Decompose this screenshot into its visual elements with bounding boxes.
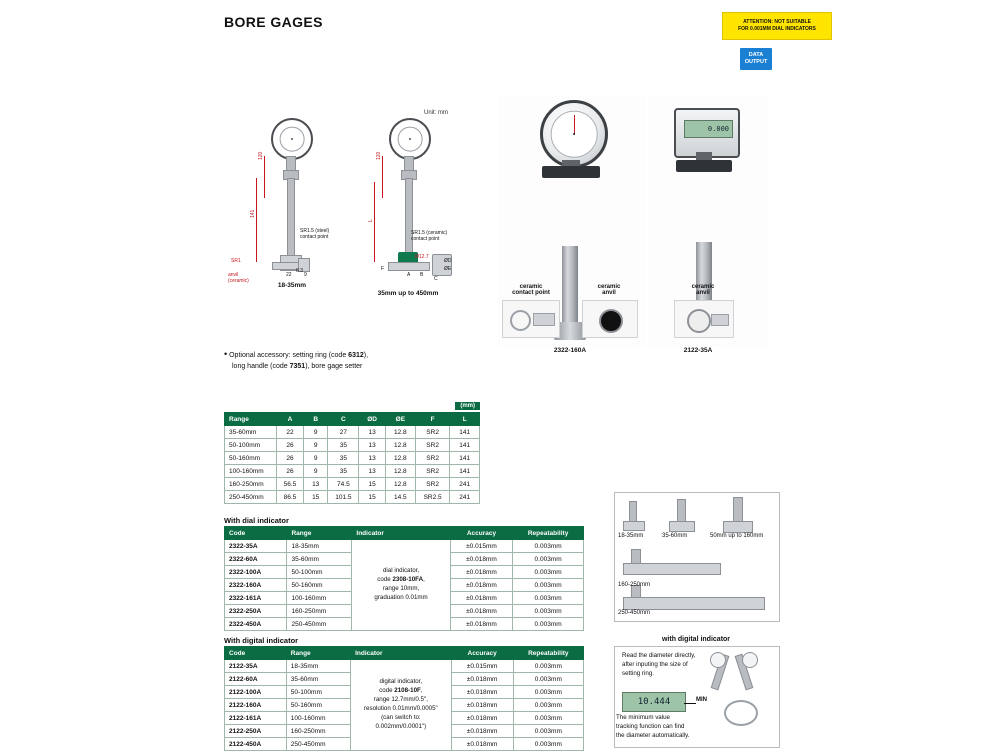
- head-anvil-bar-2: [388, 262, 430, 271]
- dim-text-120: 120: [258, 151, 264, 160]
- digital-note-foot3: the diameter automatically.: [616, 731, 690, 739]
- dim-text-gap: 0.3: [296, 268, 303, 274]
- table-row: [225, 465, 480, 478]
- digi-ind-line5: (can switch to:: [381, 713, 421, 721]
- digi-r4-range: 100-160mm: [286, 712, 350, 725]
- dial-table-wrap: [224, 526, 584, 631]
- dim-line-141: [256, 178, 257, 262]
- dim-col-c: C: [328, 413, 359, 426]
- accessory-line1-pre: Optional accessory: setting ring (code: [229, 352, 349, 359]
- digital-note-foot2: tracking function can find: [616, 722, 685, 730]
- dim-col-d: ØD: [359, 413, 385, 426]
- dim-text-B2: B: [420, 272, 424, 278]
- digi-ind-line1: digital indicator,: [379, 678, 423, 686]
- dim-text-a: 22: [286, 272, 292, 278]
- dim-r0-a: 22: [276, 426, 303, 439]
- accessory-line2-pre: long handle (code: [232, 362, 290, 370]
- contact-point-callout-line1: SR1.5 (steel): [300, 228, 330, 234]
- digital-ceramic-anvil-photo: [674, 300, 734, 338]
- digital-ceramic-label-line2: anvil: [696, 290, 710, 296]
- digi-r0-range: 18-35mm: [286, 660, 350, 673]
- dim-r4-range: 160-250mm: [225, 478, 277, 491]
- contact-point-callout: [300, 228, 346, 241]
- digital-note-text: [622, 652, 722, 679]
- dial-table-title: With dial indicator: [224, 516, 289, 525]
- dim-r0-range: 35-60mm: [225, 426, 277, 439]
- ceramic-contact-point-photo: [502, 300, 560, 338]
- dial-r2-repeat: 0.003mm: [513, 566, 584, 579]
- dial-indicator-face-2-icon: [389, 118, 431, 160]
- dimension-table-header-row: [225, 413, 480, 426]
- ceramic-contact-label-line1: ceramic: [519, 284, 543, 290]
- dim-r2-e: 12.8: [385, 452, 415, 465]
- accessory-code-6312: 6312: [348, 352, 364, 359]
- dial-r5-range: 160-250mm: [287, 605, 352, 618]
- digi-r5-accuracy: ±0.018mm: [451, 725, 513, 738]
- dial-ind-line4: graduation 0.01mm: [374, 593, 428, 601]
- dial-r1-repeat: 0.003mm: [513, 553, 584, 566]
- dim-col-l: L: [450, 413, 480, 426]
- digi-r3-code: 2122-160A: [225, 699, 287, 712]
- dial-ind-line1: dial indicator,: [382, 567, 420, 575]
- digi-col-code: Code: [225, 647, 287, 660]
- dim-r3-range: 100-160mm: [225, 465, 277, 478]
- digi-r0-accuracy: ±0.015mm: [451, 660, 513, 673]
- dial-r3-code: 2322-160A: [225, 579, 287, 592]
- digi-r2-range: 50-100mm: [286, 686, 350, 699]
- range-label-250-450: 250-450mm: [618, 610, 651, 616]
- digi-col-indicator: Indicator: [351, 647, 452, 660]
- dim-r4-b: 13: [304, 478, 328, 491]
- dim-text-A2: A: [407, 272, 411, 278]
- digital-table-title: With digital indicator: [224, 636, 299, 645]
- table-row: [225, 426, 480, 439]
- ceramic-anvil-label: [578, 284, 640, 296]
- dial-r0-range: 18-35mm: [287, 540, 352, 553]
- ceramic-contact-label-line2: contact point: [512, 290, 550, 296]
- dim-r5-b: 15: [304, 491, 328, 504]
- digital-green-grip: [686, 170, 722, 244]
- ceramic-contact-point-label: [496, 284, 566, 296]
- digital-note-title: with digital indicator: [661, 636, 731, 643]
- dim-text-D: ØD: [444, 258, 452, 264]
- table-row: [225, 439, 480, 452]
- measuring-heads-figure: [614, 492, 780, 622]
- dial-r6-repeat: 0.003mm: [513, 618, 584, 631]
- dial-r0-repeat: 0.003mm: [513, 540, 584, 553]
- dial-col-accuracy: Accuracy: [450, 527, 513, 540]
- gage-rod: [287, 178, 295, 264]
- dial-r6-code: 2322-450A: [225, 618, 287, 631]
- unit-note: Unit: mm: [424, 110, 448, 116]
- table-row: [225, 660, 584, 673]
- dial-indicator-table: [224, 526, 584, 631]
- ceramic-contact-line1: SR1.5 (ceramic): [411, 230, 448, 236]
- digi-ind-line2: code 2108-10F,: [379, 687, 423, 695]
- ceramic-anvil-label-line2: anvil: [602, 290, 616, 296]
- contact-point-callout-line2: contact point: [300, 234, 329, 241]
- dim-r4-e: 12.8: [385, 478, 415, 491]
- digital-indicator-description: [351, 660, 452, 751]
- digi-col-accuracy: Accuracy: [451, 647, 513, 660]
- digital-indicator-table: [224, 646, 584, 751]
- analog-green-grip: [552, 176, 590, 248]
- dial-indicator-face-icon: [271, 118, 313, 160]
- digi-ind-line3: range 12.7mm/0.5",: [373, 696, 428, 704]
- dial-r4-repeat: 0.003mm: [513, 592, 584, 605]
- dim-r4-l: 241: [450, 478, 480, 491]
- range-label-160-250: 160-250mm: [618, 582, 651, 588]
- data-output-line-1: DATA: [748, 51, 764, 58]
- dim-col-a: A: [276, 413, 303, 426]
- dim-r5-d: 15: [359, 491, 385, 504]
- dim-r0-c: 27: [328, 426, 359, 439]
- dim-col-b: B: [304, 413, 328, 426]
- dim-r0-f: SR2: [415, 426, 449, 439]
- dim-r1-c: 35: [328, 439, 359, 452]
- dim-r5-range: 250-450mm: [225, 491, 277, 504]
- accessory-line1-post: ),: [363, 352, 369, 359]
- analog-dial-head: [540, 100, 608, 168]
- dim-r5-l: 241: [450, 491, 480, 504]
- dial-ind-code: 2308-10FA: [392, 576, 424, 584]
- digi-r4-code: 2122-161A: [225, 712, 287, 725]
- dim-text-F: F: [381, 266, 385, 272]
- data-output-line-2: OUTPUT: [744, 59, 768, 65]
- dial-ind-line2: code 2308-10FA,: [377, 576, 425, 584]
- dim-r3-a: 26: [276, 465, 303, 478]
- dim-r1-range: 50-100mm: [225, 439, 277, 452]
- dial-inner-ring-2-icon: [398, 127, 423, 152]
- ceramic-contact-line2: contact point: [411, 236, 440, 243]
- dim-line-120-2: [382, 156, 383, 198]
- dial-r1-range: 35-60mm: [287, 553, 352, 566]
- dim-r4-d: 15: [359, 478, 385, 491]
- dial-r1-code: 2322-60A: [225, 553, 287, 566]
- digi-r5-code: 2122-250A: [225, 725, 287, 738]
- digi-r3-range: 50-160mm: [286, 699, 350, 712]
- digi-r4-accuracy: ±0.018mm: [451, 712, 513, 725]
- dim-r4-a: 56.5: [276, 478, 303, 491]
- dial-r2-accuracy: ±0.018mm: [450, 566, 513, 579]
- digi-r5-repeat: 0.003mm: [513, 725, 583, 738]
- dim-r5-c: 101.5: [328, 491, 359, 504]
- dim-r2-d: 13: [359, 452, 385, 465]
- dim-r3-b: 9: [304, 465, 328, 478]
- dim-r0-b: 9: [304, 426, 328, 439]
- range-label-50-160: 50mm up to 160mm: [710, 533, 764, 539]
- dial-r1-accuracy: ±0.018mm: [450, 553, 513, 566]
- drawing-right-caption: 35mm up to 450mm: [377, 290, 439, 297]
- digi-r1-range: 35-60mm: [286, 673, 350, 686]
- dim-r2-c: 35: [328, 452, 359, 465]
- dial-r2-range: 50-100mm: [287, 566, 352, 579]
- dim-line-L: [374, 182, 375, 262]
- dial-r3-repeat: 0.003mm: [513, 579, 584, 592]
- dim-r0-d: 13: [359, 426, 385, 439]
- dial-r6-accuracy: ±0.018mm: [450, 618, 513, 631]
- digital-ceramic-label-line1: ceramic: [691, 284, 715, 290]
- dial-r5-repeat: 0.003mm: [513, 605, 584, 618]
- anvil-callout-sr1: SR1: [231, 258, 241, 264]
- dial-r4-accuracy: ±0.018mm: [450, 592, 513, 605]
- page-title: BORE GAGES: [224, 14, 323, 30]
- dial-ind-line3: range 10mm,: [382, 585, 420, 592]
- attention-badge: [722, 12, 832, 40]
- digi-r2-accuracy: ±0.018mm: [451, 686, 513, 699]
- ceramic-anvil-photo: [582, 300, 638, 338]
- ceramic-contact-callout: [411, 230, 459, 243]
- dim-r5-f: SR2.5: [415, 491, 449, 504]
- dial-r4-range: 100-160mm: [287, 592, 352, 605]
- digital-note-footer: [616, 714, 736, 741]
- digi-r0-repeat: 0.003mm: [513, 660, 583, 673]
- min-label: MIN: [696, 697, 707, 703]
- table-row: [225, 540, 584, 553]
- digi-ind-line4: resolution 0.01mm/0.0005": [363, 705, 438, 712]
- digi-col-range: Range: [286, 647, 350, 660]
- digi-ind-line6: 0.002mm/0.0001"): [375, 722, 427, 730]
- dim-r2-f: SR2: [415, 452, 449, 465]
- dimension-table-unit: (mm): [455, 402, 480, 410]
- dim-col-e: ØE: [385, 413, 415, 426]
- dial-col-repeatability: Repeatability: [513, 527, 584, 540]
- dim-r3-e: 12.8: [385, 465, 415, 478]
- dial-r0-code: 2322-35A: [225, 540, 287, 553]
- dim-r0-e: 12.8: [385, 426, 415, 439]
- digi-r3-accuracy: ±0.018mm: [451, 699, 513, 712]
- digi-r6-range: 250-450mm: [286, 738, 350, 751]
- dial-r4-code: 2322-161A: [225, 592, 287, 605]
- analog-model-caption: 2322-160A: [553, 347, 587, 354]
- ceramic-anvil-label-line1: ceramic: [597, 284, 621, 290]
- dim-col-range: Range: [225, 413, 277, 426]
- dim-r5-a: 86.5: [276, 491, 303, 504]
- attention-line-1: ATTENTION: NOT SUITABLE: [743, 18, 811, 25]
- setting-ring-illustration: [724, 700, 758, 726]
- dial-r0-accuracy: ±0.015mm: [450, 540, 513, 553]
- dim-r3-d: 13: [359, 465, 385, 478]
- dim-col-f: F: [415, 413, 449, 426]
- dim-r1-b: 9: [304, 439, 328, 452]
- accessory-code-7351: 7351: [289, 362, 306, 370]
- dim-text-141: 141: [250, 209, 256, 218]
- dial-col-range: Range: [287, 527, 352, 540]
- dial-r5-code: 2322-250A: [225, 605, 287, 618]
- digital-note-line3: setting ring.: [622, 669, 654, 677]
- data-output-badge: [740, 48, 772, 70]
- digital-ceramic-anvil-label: [672, 284, 734, 296]
- dim-r2-a: 26: [276, 452, 303, 465]
- note-gage-dial-1-icon: [710, 652, 726, 668]
- dim-text-C2: C: [434, 276, 438, 282]
- digital-note-lcd: 10.444: [622, 692, 686, 712]
- dial-r3-range: 50-160mm: [287, 579, 352, 592]
- dim-text-L: L: [368, 219, 374, 222]
- digi-r6-code: 2122-450A: [225, 738, 287, 751]
- digital-note-line2: after inputing the size of: [622, 660, 688, 668]
- digi-ind-code: 2108-10F: [394, 687, 421, 695]
- dim-text-120-2: 120: [376, 151, 382, 160]
- range-label-35-60: 35-60mm: [662, 533, 688, 539]
- dim-r2-range: 50-160mm: [225, 452, 277, 465]
- digital-lcd-display: 0.000: [684, 120, 733, 138]
- digital-table-header-row: [225, 647, 584, 660]
- digi-r2-repeat: 0.003mm: [513, 686, 583, 699]
- dim-text-E: ØE: [444, 266, 452, 272]
- dim-r4-c: 74.5: [328, 478, 359, 491]
- note-gage-dial-2-icon: [742, 652, 758, 668]
- accessory-note: • Optional accessory: setting ring (code 6312), long handle (code 7351), bore gage setter: [224, 349, 369, 370]
- digital-note-line1: Read the diameter directly,: [622, 652, 696, 659]
- dial-r5-accuracy: ±0.018mm: [450, 605, 513, 618]
- digi-r6-accuracy: ±0.018mm: [451, 738, 513, 751]
- dim-r2-b: 9: [304, 452, 328, 465]
- table-row: [225, 491, 480, 504]
- digital-note-foot1: The minimum value: [616, 714, 670, 721]
- dim-r0-l: 141: [450, 426, 480, 439]
- dim-r3-l: 141: [450, 465, 480, 478]
- digi-r3-repeat: 0.003mm: [513, 699, 583, 712]
- digital-table-wrap: [224, 646, 584, 751]
- digi-col-repeatability: Repeatability: [513, 647, 583, 660]
- dimension-table: [224, 412, 480, 504]
- drawing-left-caption: 18-35mm: [277, 282, 307, 289]
- table-row: [225, 478, 480, 491]
- dial-inner-ring-icon: [280, 127, 305, 152]
- min-leader-line: [684, 703, 696, 704]
- range-label-18-35: 18-35mm: [618, 533, 644, 539]
- dial-col-code: Code: [225, 527, 287, 540]
- dial-r6-range: 250-450mm: [287, 618, 352, 631]
- dial-r2-code: 2322-100A: [225, 566, 287, 579]
- dial-table-header-row: [225, 527, 584, 540]
- dim-r4-f: SR2: [415, 478, 449, 491]
- dial-r3-accuracy: ±0.018mm: [450, 579, 513, 592]
- digi-r0-code: 2122-35A: [225, 660, 287, 673]
- digi-r5-range: 160-250mm: [286, 725, 350, 738]
- dimension-table-wrap: [224, 403, 480, 504]
- digital-indicator-head: [674, 108, 740, 158]
- accessory-line2-post: ), bore gage setter: [305, 362, 363, 370]
- dim-line-120: [264, 156, 265, 198]
- digi-r1-accuracy: ±0.018mm: [451, 673, 513, 686]
- dim-r3-c: 35: [328, 465, 359, 478]
- dim-r1-e: 12.8: [385, 439, 415, 452]
- digi-r6-repeat: 0.003mm: [513, 738, 583, 751]
- dim-r5-e: 14.5: [385, 491, 415, 504]
- dim-r1-l: 141: [450, 439, 480, 452]
- anvil-callout: anvil (ceramic): [228, 272, 249, 285]
- digital-model-caption: 2122-35A: [683, 347, 713, 354]
- digi-r4-repeat: 0.003mm: [513, 712, 583, 725]
- dim-r3-f: SR2: [415, 465, 449, 478]
- dim-r1-f: SR2: [415, 439, 449, 452]
- table-row: [225, 452, 480, 465]
- dim-r1-a: 26: [276, 439, 303, 452]
- dial-col-indicator: Indicator: [352, 527, 450, 540]
- dial-indicator-description: [352, 540, 450, 631]
- digi-r2-code: 2122-100A: [225, 686, 287, 699]
- attention-line-2: FOR 0.001MM DIAL INDICATORS: [738, 26, 816, 32]
- dim-r1-d: 13: [359, 439, 385, 452]
- dim-r2-l: 141: [450, 452, 480, 465]
- dim-text-b: 9: [304, 272, 307, 278]
- dim-text-12-7: Ø12.7: [415, 254, 429, 260]
- digi-r1-code: 2122-60A: [225, 673, 287, 686]
- digi-r1-repeat: 0.003mm: [513, 673, 583, 686]
